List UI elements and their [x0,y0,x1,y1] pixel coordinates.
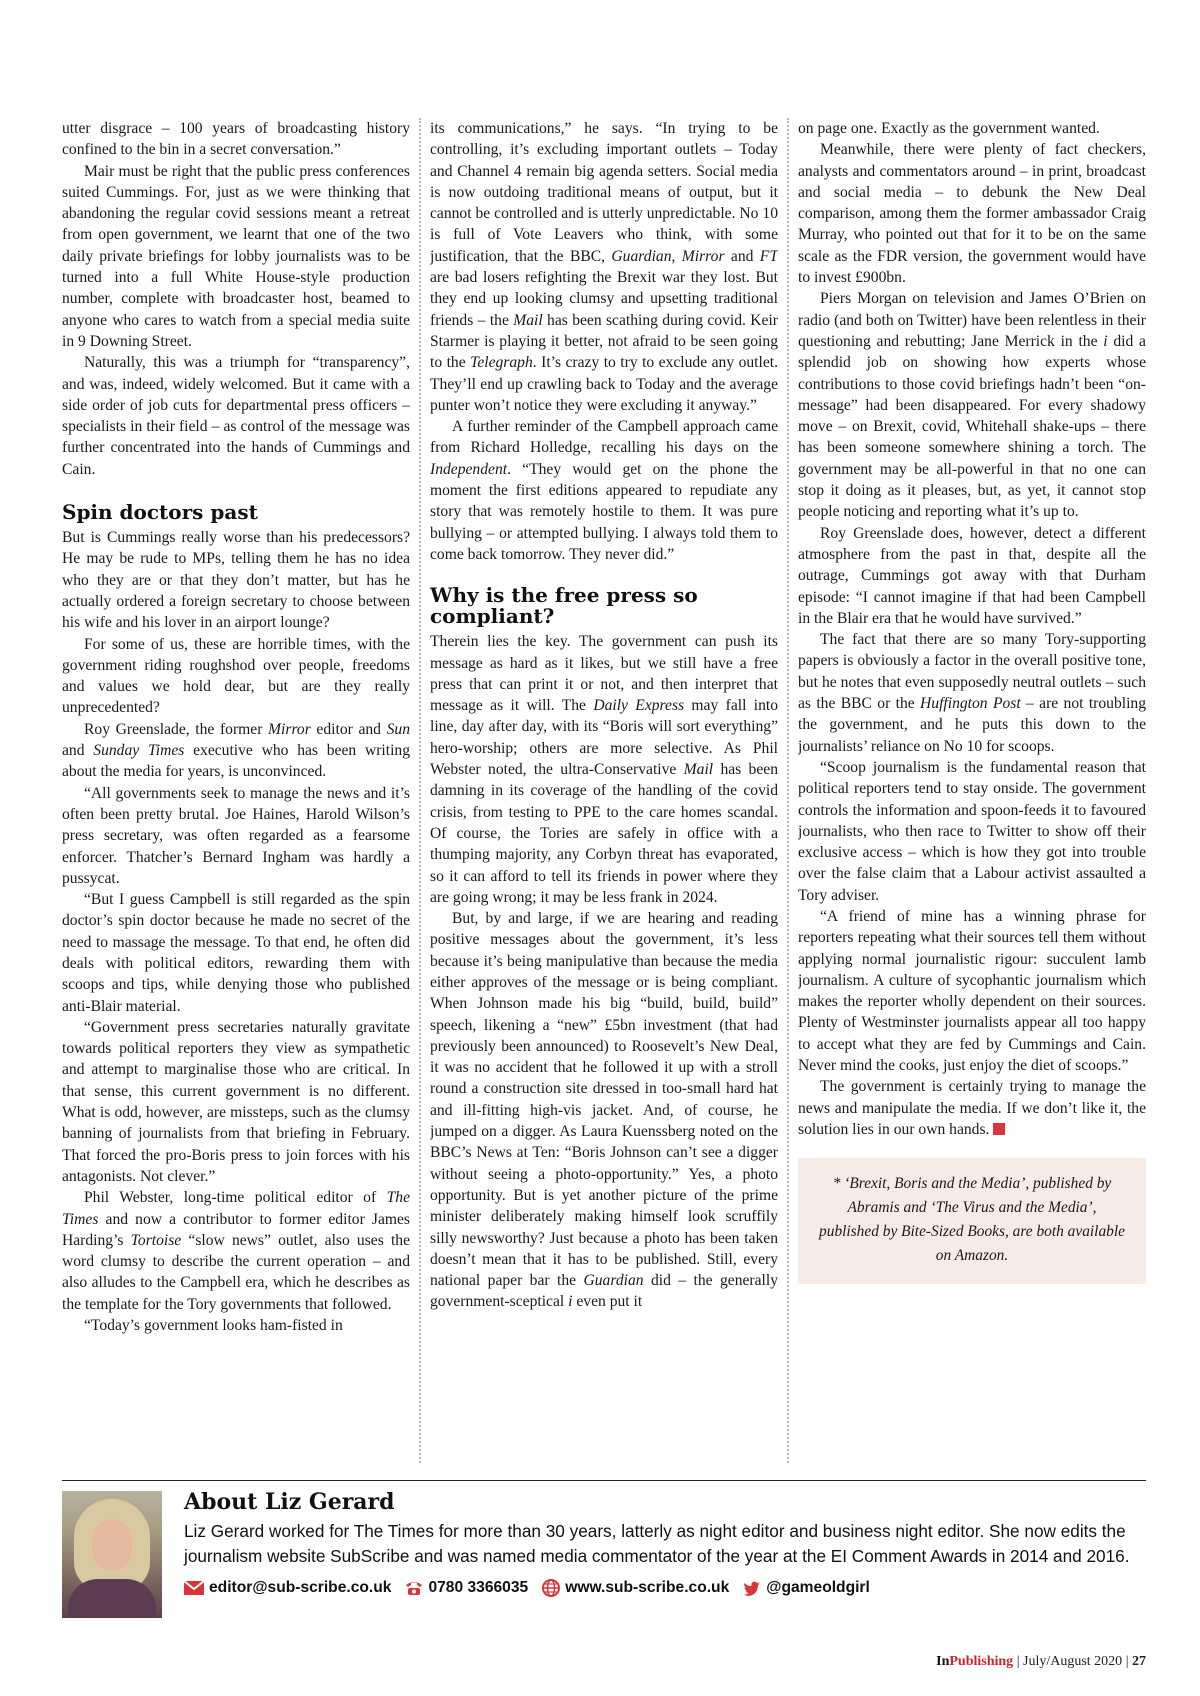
paragraph: The fact that there are so many Tory-supporting papers is obviously a factor in the overall positive tone, but he notes that even supposedly neutral outlets – such as the BBC or the Huffington Post – are not troubling the government, and he puts this down to the journalists’ reliance on No 10 for scoops. [798,631,1146,755]
paragraph: Phil Webster, long-time political editor of The Times and now a contributor to former editor James Harding’s Tortoise “slow news” outlet, also uses the word clumsy to describe the current operation – and also alludes to the Campbell era, which he describes as the template for the Tory governments that followed. [62,1189,410,1313]
phone-text[interactable]: 0780 3366035 [428,1579,529,1596]
twitter-bird-icon [743,1581,761,1596]
author-bio-title: About Liz Gerard [184,1489,395,1515]
author-bio-text [184,1489,1146,1597]
paragraph: “Government press secretaries naturally gravitate towards political reporters they view as sympathetic and attempt to marginalise those who are critical. In that sense, this current government is no different. What is odd, however, are missteps, such as the clumsy banning of journalists from that briefing in February. That forced the pro-Boris press to join forces with his antagonists. Not clever.” [62,1018,410,1185]
contact-phone[interactable] [405,1579,528,1597]
paragraph: Piers Morgan on television and James O’Brien on radio (and both on Twitter) have been relentless in their questioning and rebutting; Jane Merrick in the i did a splendid job on showing how experts whose contributions to those covid briefings hadn’t been “on-message” had been disappeared. For every shadowy move – on Brexit, covid, Whitehall shake-ups – there has been someone somewhere shining a torch. The government may be all-powerful in that no one can stop it doing as it pleases, but, as yet, it cannot stop people noticing and reporting what it’s up to. [798,290,1146,521]
author-bio-section [62,1480,1146,1597]
author-contacts [184,1579,1146,1597]
contact-twitter[interactable] [743,1579,870,1597]
book-note-text: * ‘Brexit, Boris and the Media’, published by Abramis and ‘The Virus and the Media’, published by Bite-Sized Books, are both available on Amazon. [819,1175,1125,1265]
page-footer: InPublishing | July/August 2020 | 27 [936,1654,1146,1669]
paragraph: Meanwhile, there were plenty of fact checkers, analysts and commentators around – in print, broadcast and social media – to debunk the New Deal comparison, among them the former ambassador Craig Murray, who pointed out that for it to be on the same scale as the FDR version, the government would have to invest £900bn. [798,141,1146,287]
paragraph: Therein lies the key. The government can push its message as hard as it likes, but we still have a free press that can print it or not, and then interpret that message as it will. The Daily Express may fall into line, day after day, with its “Boris will sort everything” hero-worship; others are more selective. As Phil Webster noted, the ultra-Conservative Mail has been damning in its coverage of the handling of the covid crisis, from testing to PPE to the care homes scandal. Of course, the Tories are safely in office with a thumping majority, any Corbyn threat has evaporated, so it can afford to tell its friends in power where they are going wrong; it may be less frank in 2024. [430,633,778,906]
paragraph: Roy Greenslade, the former Mirror editor and Sun and Sunday Times executive who has been writing about the media for years, is unconvinced. [62,720,410,781]
email-text[interactable]: editor@sub-scribe.co.uk [209,1579,392,1596]
paragraph: But is Cummings really worse than his predecessors? He may be rude to MPs, telling them he has no idea who they are or that they don’t matter, but has he actually ordered a foreign secretary to choose between his wife and his lover in an airport lounge? [62,529,410,632]
author-photo [62,1491,162,1618]
brand-publishing: Publishing [949,1654,1014,1669]
contact-email[interactable] [184,1579,391,1597]
paragraph: Roy Greenslade does, however, detect a different atmosphere from the past in that, despite all the outrage, Cummings got away with that Durham episode: “I cannot imagine if that had been Campbell in the Blair era that he would have survived.” [798,524,1146,627]
paragraph: utter disgrace – 100 years of broadcasting history confined to the bin in a secret conversation.” [62,120,410,159]
book-note-box [798,1158,1146,1284]
paragraph: “Scoop journalism is the fundamental reason that political reporters tend to stay onside. The government controls the information and spoon-feeds it to favoured journalists, who then race to Twitter to show off their exclusive access – which is how they got into trouble over the false claim that a Labour activist assaulted a Tory adviser. [798,758,1146,904]
telephone-icon [405,1580,423,1596]
paragraph: on page one. Exactly as the government wanted. [798,120,1100,137]
paragraph: For some of us, these are horrible times, with the government riding roughshod over people, freedoms and values we hold dear, but are they really unprecedented? [62,635,410,717]
website-text[interactable]: www.sub-scribe.co.uk [565,1579,730,1596]
paragraph: Naturally, this was a triumph for “transparency”, and was, indeed, widely welcomed. But it came with a side order of job cuts for departmental press officers – specialists in their field – as control of the message was further concentrated into the hands of Cummings and Cain. [62,354,410,478]
column-divider [410,118,430,1463]
brand-in: In [936,1654,950,1669]
author-bio-paragraph: Liz Gerard worked for The Times for more than 30 years, latterly as night editor and business night editor. She now edits the journalism website SubScribe and was named media commentator of the year at the EI Comment Awards in 2014 and 2016. [184,1521,1130,1566]
contact-website[interactable] [542,1579,729,1597]
section-heading: Why is the free press so compliant? [430,583,698,629]
twitter-handle-text[interactable]: @gameoldgirl [766,1579,870,1596]
article-column-3 [798,118,1146,1463]
paragraph: “All governments seek to manage the news and it’s often been pretty brutal. Joe Haines, Harold Wilson’s press secretary, was often regarded as a fearsome enforcer. Thatcher’s Bernard Ingham was hardly a pussycat. [62,784,410,887]
paragraph: its communications,” he says. “In trying to be controlling, it’s excluding important outlets – Today and Channel 4 remain big agenda setters. Social media is now outdoing traditional means of output, but it cannot be controlled and is utterly unpredictable. No 10 is full of Vote Leavers who think, with some justification, that the BBC, Guardian, Mirror and FT are bad losers refighting the Brexit war they lost. But they end up looking clumsy and upsetting traditional friends – the Mail has been scathing during covid. Keir Starmer is playing it better, not afraid to be seen going to the Telegraph. It’s crazy to try to exclude any outlet. They’ll end up crawling back to Today and the average punter won’t notice they were excluding it anyway.” [430,120,778,414]
paragraph: Mair must be right that the public press conferences suited Cummings. For, just as we were thinking that abandoning the regular covid sessions meant a retreat from open government, we learnt that one of the two daily private briefings for lobby journalists was to be turned into a full White House-style production number, complete with broadcaster host, beamed to anyone who cares to watch from a special media suite in 9 Downing Street. [62,162,410,350]
paragraph: The government is certainly trying to manage the news and manipulate the media. If we don’t like it, the solution lies in our own hands.× [798,1076,1146,1140]
issue-date: July/August 2020 [1023,1654,1123,1669]
article-column-2 [430,118,778,1463]
end-of-article-icon [993,1123,1005,1135]
page-number: 27 [1132,1654,1146,1669]
column-divider [778,118,798,1463]
paragraph: But, by and large, if we are hearing and reading positive messages about the government, it’s less because it’s being manipulative than because the media either approves of the message or is being compliant. When Johnson made his big “build, build, build” speech, likening a “new” £5bn investment (that had previously been announced) to Roosevelt’s New Deal, it was no accident that he followed it up with a stroll round a construction site dressed in too-small hard hat and ill-fitting high-vis jacket. And, of course, he jumped on a digger. As Laura Kuenssberg noted on the BBC’s News at Ten: “Boris Johnson can’t see a digger without seeing a photo-opportunity.” Yes, a photo opportunity. But is yet another picture of the prime minister deliberately making himself look scruffily silly newsworthy? Just because a photo has been taken doesn’t mean that it has to be published. Still, every national paper bar the Guardian did – the generally government-sceptical i even put it [430,910,778,1311]
envelope-icon [184,1581,204,1595]
paragraph: “Today’s government looks ham-fisted in [84,1317,343,1335]
article-column-1 [62,118,410,1463]
section-heading: Spin doctors past [62,500,258,525]
paragraph: A further reminder of the Campbell approach came from Richard Holledge, recalling his days on the Independent. “They would get on the phone the moment the first editions appeared to repudiate any story that was remotely hostile to them. It was pure bullying – or attempted bullying. I always told them to come back tomorrow. They never did.” [430,418,778,563]
paragraph: “But I guess Campbell is still regarded as the spin doctor’s spin doctor because he made no secret of the need to massage the message. To that end, he often did deals with political editors, rewarding them with scoops and tips, while denying those who published anti-Blair material. [62,891,410,1015]
paragraph: “A friend of mine has a winning phrase for reporters repeating what their sources tell them without applying normal journalistic rigour: succulent lamb journalism. A culture of sycophantic journalism which makes the reporter wholly dependent on their sources. Plenty of Westminster journalists appear all too happy to accept what they are fed by Cummings and Cain. Never mind the cooks, just enjoy the diet of scoops.” [798,907,1146,1075]
article-columns [62,118,1146,1463]
globe-icon [542,1579,560,1597]
